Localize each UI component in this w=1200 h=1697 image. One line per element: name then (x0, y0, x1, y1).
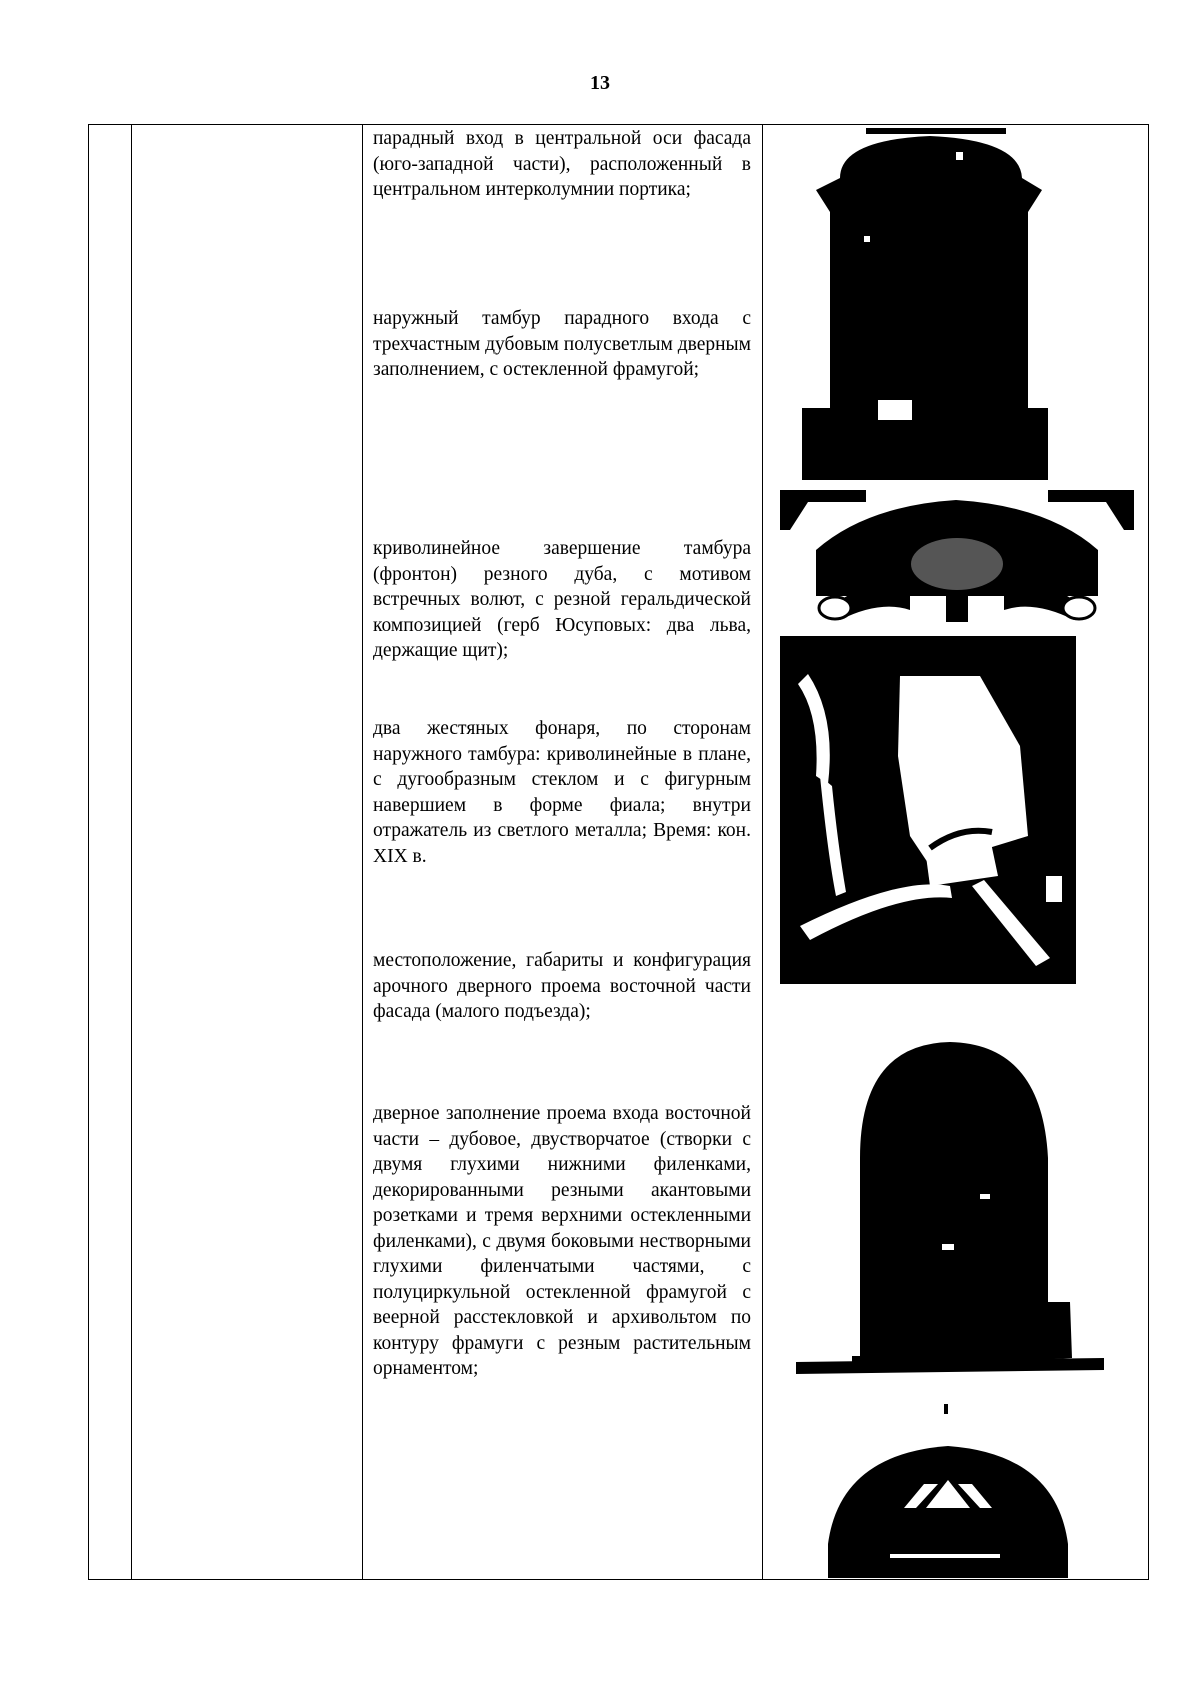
column-divider-3 (762, 125, 763, 1579)
description-arched-doorway: местоположение, габариты и конфигурация арочного дверного проема восточной части фасада (малого подъезда); (373, 950, 751, 1022)
photo-arched-doorway (790, 1040, 1106, 1386)
photo-outer-vestibule (780, 128, 1080, 480)
description-vestibule-pediment: криволинейное завершение тамбура (фронтон) резного дуба, с мотивом встречных волют, с резной геральдической композицией (герб Юсуповых: два льва, держащие щит); (373, 538, 751, 661)
photo-tin-lantern (780, 636, 1076, 984)
photo-fanlight (820, 1404, 1076, 1582)
photo-vestibule-pediment (780, 490, 1134, 628)
description-east-door-filling: дверное заполнение проема входа восточной части – дубовое, двустворчатое (створки с двумя глухими нижними филенками, декорированными резными акантовыми розетками и тремя верхними остекленными филенками), с двумя боковыми нестворными глухими филенчатыми частями, с полуциркульной остекленной фрамугой с веерной расстекловкой и архивольтом по контуру фрамуги с резным растительным орнаментом; (373, 1103, 751, 1379)
column-divider-2 (362, 125, 363, 1579)
column-divider-1 (131, 125, 132, 1579)
description-tin-lanterns: два жестяных фонаря, по сторонам наружного тамбура: криволинейные в плане, с дугообразным стеклом и с фигурным навершием в форме фиала; внутри отражатель из светлого металла; Время: кон. XIX в. (373, 718, 751, 867)
description-outer-vestibule: наружный тамбур парадного входа с трехчастным дубовым полусветлым дверным заполнением, с остекленной фрамугой; (373, 308, 751, 380)
page-number: 13 (590, 72, 610, 94)
description-main-entrance: парадный вход в центральной оси фасада (юго-западной части), расположенный в центральном интерколумнии портика; (373, 128, 751, 200)
